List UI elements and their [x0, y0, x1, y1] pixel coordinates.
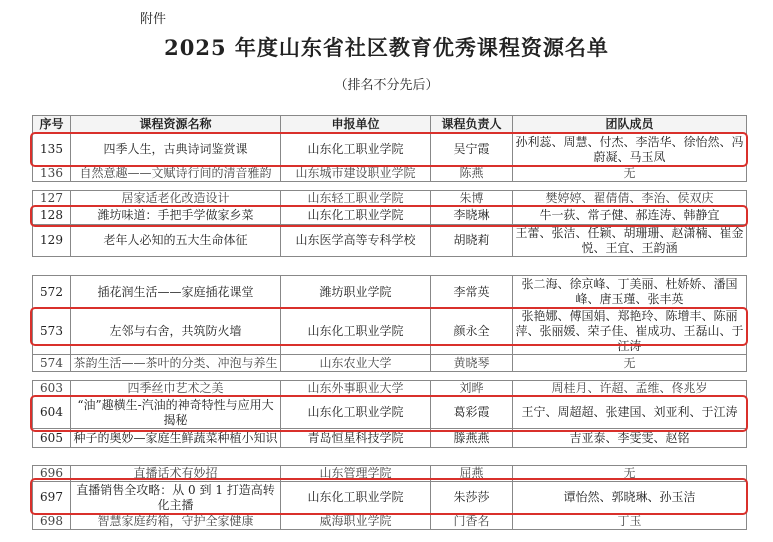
row-course-name: 潍坊味道：手把手学做家乡菜 — [71, 207, 281, 225]
row-leader: 李晓琳 — [431, 207, 513, 225]
row-index: 605 — [33, 429, 71, 448]
row-course-name: 自然意趣——文赋诗行间的清音雅韵 — [71, 166, 281, 182]
row-course-name: 四季人生，古典诗词鉴赏课 — [71, 134, 281, 166]
table-row — [33, 482, 747, 514]
row-leader: 胡晓莉 — [431, 225, 513, 257]
row-institution: 山东化工职业学院 — [281, 134, 431, 166]
row-institution: 山东医学高等专科学校 — [281, 225, 431, 257]
row-index: 136 — [33, 166, 71, 182]
row-index: 698 — [33, 514, 71, 530]
table-header-row — [33, 116, 747, 134]
row-course-name: 智慧家庭药箱，守护全家健康 — [71, 514, 281, 530]
row-institution: 青岛恒星科技学院 — [281, 429, 431, 448]
course-table-group-1 — [32, 115, 747, 182]
row-leader: 朱博 — [431, 191, 513, 207]
row-course-name: 插花润生活——家庭插花课堂 — [71, 276, 281, 309]
row-course-name: “油”趣横生-汽油的神奇特性与应用大揭秘 — [71, 397, 281, 429]
row-team: 牛一荻、常子健、郝连涛、韩静宜 — [513, 207, 747, 225]
row-leader: 吴宁霞 — [431, 134, 513, 166]
row-team: 吉亚泰、李雯雯、赵铭 — [513, 429, 747, 448]
row-institution: 潍坊职业学院 — [281, 276, 431, 309]
table-row — [33, 225, 747, 257]
table-row — [33, 397, 747, 429]
row-institution: 山东化工职业学院 — [281, 397, 431, 429]
row-leader: 颜永全 — [431, 309, 513, 355]
table-row — [33, 514, 747, 530]
row-team: 孙利蕊、周慧、付杰、李浩华、徐怡然、冯蔚凝、马玉凤 — [513, 134, 747, 166]
row-institution: 山东化工职业学院 — [281, 207, 431, 225]
row-team: 谭怡然、郭晓琳、孙玉洁 — [513, 482, 747, 514]
row-index: 604 — [33, 397, 71, 429]
course-table-group-3 — [32, 275, 747, 372]
row-leader: 屈燕 — [431, 466, 513, 482]
row-index: 574 — [33, 355, 71, 372]
row-team: 丁玉 — [513, 514, 747, 530]
row-index: 127 — [33, 191, 71, 207]
attachment-label: 附件 — [140, 12, 167, 27]
table-row — [33, 276, 747, 309]
row-leader: 滕燕燕 — [431, 429, 513, 448]
document-subtitle: （排名不分先后） — [334, 78, 439, 93]
table-row — [33, 466, 747, 482]
row-institution: 山东轻工职业学院 — [281, 191, 431, 207]
row-leader: 葛彩霞 — [431, 397, 513, 429]
table-row — [33, 429, 747, 448]
row-team: 无 — [513, 166, 747, 182]
table-row — [33, 134, 747, 166]
row-index: 128 — [33, 207, 71, 225]
row-index: 573 — [33, 309, 71, 355]
row-course-name: 四季丝巾艺术之美 — [71, 381, 281, 397]
table-row — [33, 309, 747, 355]
row-leader: 刘晔 — [431, 381, 513, 397]
row-team: 张二海、徐京峰、丁美丽、杜娇娇、潘国峰、唐玉瑾、张丰英 — [513, 276, 747, 309]
row-course-name: 老年人必知的五大生命体征 — [71, 225, 281, 257]
row-institution: 山东化工职业学院 — [281, 482, 431, 514]
row-team: 无 — [513, 355, 747, 372]
row-team: 无 — [513, 466, 747, 482]
row-course-name: 左邻与右舍，共筑防火墙 — [71, 309, 281, 355]
row-index: 129 — [33, 225, 71, 257]
table-row — [33, 207, 747, 225]
row-course-name: 直播销售全攻略：从 0 到 1 打造高转化主播 — [71, 482, 281, 514]
row-index: 697 — [33, 482, 71, 514]
row-course-name: 茶韵生活——茶叶的分类、冲泡与养生 — [71, 355, 281, 372]
table-row — [33, 166, 747, 182]
row-course-name: 直播话术有妙招 — [71, 466, 281, 482]
table-row — [33, 191, 747, 207]
row-index: 135 — [33, 134, 71, 166]
row-team: 张艳娜、傅国娟、郑艳玲、陈增丰、陈丽萍、张丽媛、荣子佳、崔成功、王磊山、于江涛 — [513, 309, 747, 355]
row-team: 周桂月、许超、孟维、佟兆岁 — [513, 381, 747, 397]
row-institution: 山东管理学院 — [281, 466, 431, 482]
row-team: 王蕾、张洁、任颖、胡珊珊、赵潇楠、崔金悦、王宜、王韵涵 — [513, 225, 747, 257]
row-leader: 李常英 — [431, 276, 513, 309]
row-index: 572 — [33, 276, 71, 309]
row-institution: 山东化工职业学院 — [281, 309, 431, 355]
table-row — [33, 355, 747, 372]
row-institution: 山东农业大学 — [281, 355, 431, 372]
row-team: 王宁、周超超、张建国、刘亚利、于江涛 — [513, 397, 747, 429]
row-team: 樊婷婷、翟倩倩、李治、侯双庆 — [513, 191, 747, 207]
header-index: 序号 — [33, 116, 71, 134]
row-leader: 黄晓琴 — [431, 355, 513, 372]
row-institution: 威海职业学院 — [281, 514, 431, 530]
row-leader: 门香名 — [431, 514, 513, 530]
document-title: 2025 年度山东省社区教育优秀课程资源名单 — [164, 35, 609, 60]
course-table-group-5 — [32, 465, 747, 530]
header-team: 团队成员 — [513, 116, 747, 134]
row-course-name: 种子的奥妙—家庭生鲜蔬菜种植小知识 — [71, 429, 281, 448]
course-table-group-4 — [32, 380, 747, 448]
row-institution: 山东外事职业大学 — [281, 381, 431, 397]
row-index: 603 — [33, 381, 71, 397]
row-leader: 朱莎莎 — [431, 482, 513, 514]
row-leader: 陈燕 — [431, 166, 513, 182]
row-course-name: 居家适老化改造设计 — [71, 191, 281, 207]
course-table-group-2 — [32, 190, 747, 257]
row-index: 696 — [33, 466, 71, 482]
header-course-name: 课程资源名称 — [71, 116, 281, 134]
row-institution: 山东城市建设职业学院 — [281, 166, 431, 182]
header-institution: 申报单位 — [281, 116, 431, 134]
table-row — [33, 381, 747, 397]
header-leader: 课程负责人 — [431, 116, 513, 134]
